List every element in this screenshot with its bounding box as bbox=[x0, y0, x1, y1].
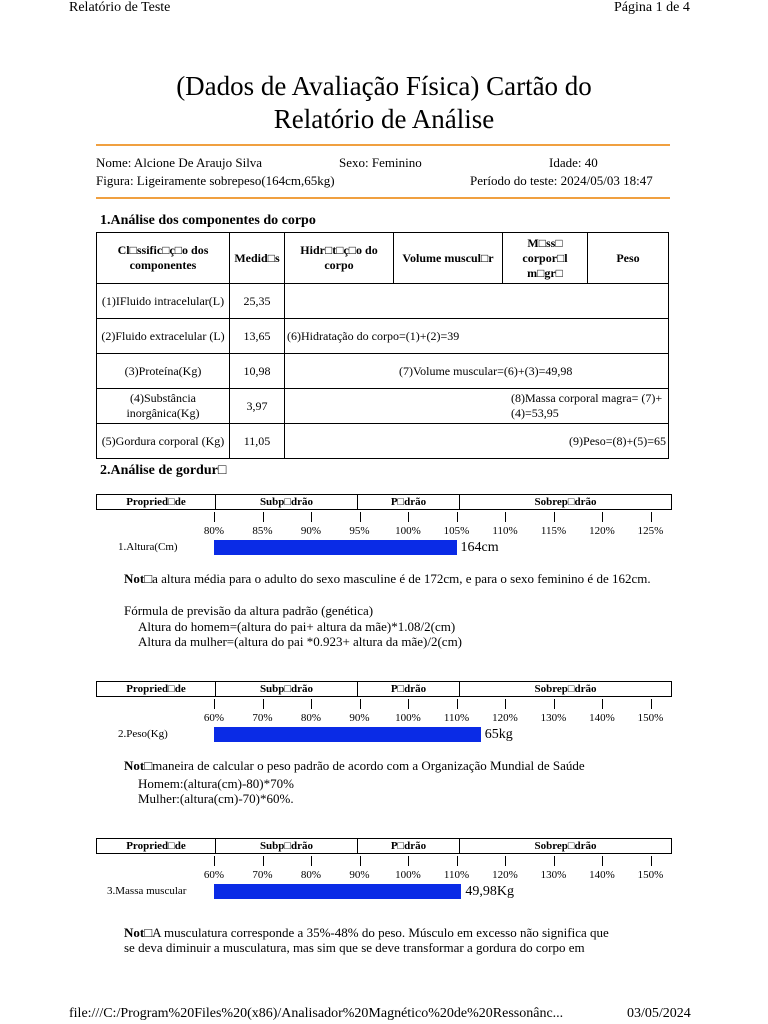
component-label: (4)Substância inorgânica(Kg) bbox=[97, 389, 230, 424]
col-header: M□ss□ corpor□l m□gr□ bbox=[503, 233, 588, 284]
scale-header-cell: Propried□de bbox=[97, 495, 216, 509]
scale-header-cell: Sobrep□drão bbox=[534, 683, 597, 695]
col-header: Volume muscul□r bbox=[394, 233, 503, 284]
col-header: Medid□s bbox=[230, 233, 285, 284]
component-label: (3)Proteína(Kg) bbox=[97, 354, 230, 389]
scale-tick bbox=[408, 856, 409, 866]
muscle-bar bbox=[214, 884, 461, 899]
scale-tick bbox=[408, 699, 409, 709]
muscle-label: 3.Massa muscular bbox=[107, 885, 187, 897]
scale-tick-label: 90% bbox=[349, 712, 370, 724]
note-lead: Not□ bbox=[124, 925, 153, 940]
patient-sex: Sexo: Feminino bbox=[339, 155, 422, 170]
component-formula: (7)Volume muscular=(6)+(3)=49,98 bbox=[285, 354, 669, 389]
height-value: 164cm bbox=[460, 540, 499, 555]
muscle-note bbox=[124, 925, 684, 955]
table-header-row bbox=[97, 233, 669, 284]
scale-tick-label: 105% bbox=[443, 525, 470, 537]
scale-header-cell: Subp□drão bbox=[216, 682, 358, 696]
scale-tick bbox=[311, 856, 312, 866]
scale-tick-label: 100% bbox=[395, 712, 421, 724]
scale-tick bbox=[457, 699, 458, 709]
height-formula-title: Fórmula de previsão da altura padrão (genética) bbox=[124, 603, 374, 618]
title-line-2: Relatório de Análise bbox=[273, 104, 495, 134]
scale-tick bbox=[360, 856, 361, 866]
section-2-title: 2.Análise de gordur□ bbox=[100, 463, 227, 478]
col-header: Hidr□t□ç□o do corpo bbox=[285, 233, 394, 284]
scale-tick bbox=[214, 699, 215, 709]
scale-tick bbox=[651, 512, 652, 522]
scale-header-height bbox=[96, 494, 672, 510]
component-label: (1)IFluido intracelular(L) bbox=[97, 284, 230, 319]
divider-top bbox=[96, 144, 670, 146]
component-formula: (9)Peso=(8)+(5)=65 bbox=[285, 424, 669, 459]
patient-figure: Figura: Ligeiramente sobrepeso(164cm,65kg) bbox=[96, 173, 335, 188]
footer-file-path: file:///C:/Program%20Files%20(x86)/Analisador%20Magnético%20de%20Ressonânc... bbox=[69, 1006, 564, 1021]
note-text: maneira de calcular o peso padrão de acordo com a Organização Mundial de Saúde bbox=[152, 758, 585, 773]
component-formula: (8)Massa corporal magra= (7)+(4)=53,95 bbox=[285, 389, 669, 424]
note-lead: Not□ bbox=[124, 571, 153, 586]
component-label: (2)Fluido extracelular (L) bbox=[97, 319, 230, 354]
footer-date: 03/05/2024 bbox=[627, 1006, 691, 1021]
page-title bbox=[0, 70, 768, 136]
scale-tick bbox=[214, 512, 215, 522]
table-row bbox=[97, 319, 669, 354]
scale-tick-label: 110% bbox=[443, 869, 470, 881]
scale-header-cell: P□drão bbox=[358, 495, 460, 509]
scale-tick-label: 125% bbox=[637, 525, 664, 537]
scale-tick bbox=[602, 512, 603, 522]
component-formula bbox=[285, 284, 669, 319]
col-header: Peso bbox=[588, 233, 669, 284]
component-value: 13,65 bbox=[230, 319, 285, 354]
weight-formula-female: Mulher:(altura(cm)-70)*60%. bbox=[138, 791, 294, 806]
scale-tick-label: 70% bbox=[252, 869, 273, 881]
height-formula-male: Altura do homem=(altura do pai+ altura da mãe)*1.08/2(cm) bbox=[138, 619, 456, 634]
scale-tick bbox=[360, 512, 361, 522]
scale-tick bbox=[214, 856, 215, 866]
weight-formula-male: Homem:(altura(cm)-80)*70% bbox=[138, 776, 294, 791]
note-lead: Not□ bbox=[124, 758, 153, 773]
muscle-value: 49,98Kg bbox=[465, 884, 514, 899]
scale-tick bbox=[263, 512, 264, 522]
scale-tick-label: 130% bbox=[540, 712, 567, 724]
title-line-1: (Dados de Avaliação Física) Cartão do bbox=[176, 71, 592, 101]
scale-tick bbox=[651, 699, 652, 709]
note-text: A musculatura corresponde a 35%-48% do peso. Músculo em excesso não significa que bbox=[152, 925, 609, 940]
section-1-title: 1.Análise dos componentes do corpo bbox=[100, 213, 316, 228]
scale-tick bbox=[602, 699, 603, 709]
patient-name: Nome: Alcione De Araujo Silva bbox=[96, 155, 263, 170]
note-text: se deva diminuir a musculatura, mas sim que se deve transformar a gordura do corpo em bbox=[124, 940, 585, 955]
height-label: 1.Altura(Cm) bbox=[118, 541, 178, 553]
height-bar bbox=[214, 540, 457, 555]
height-formula-female: Altura da mulher=(altura do pai *0.923+ altura da mãe)/2(cm) bbox=[138, 634, 463, 649]
table-row bbox=[97, 284, 669, 319]
component-label: (5)Gordura corporal (Kg) bbox=[97, 424, 230, 459]
scale-tick-label: 60% bbox=[203, 869, 225, 881]
patient-age: Idade: 40 bbox=[549, 155, 598, 170]
scale-header-cell: Subp□drão bbox=[216, 839, 358, 853]
weight-label: 2.Peso(Kg) bbox=[118, 728, 168, 740]
scale-tick-label: 140% bbox=[589, 869, 615, 881]
scale-tick bbox=[651, 856, 652, 866]
scale-tick bbox=[457, 856, 458, 866]
note-text: a altura média para o adulto do sexo masculine é de 172cm, e para o sexo feminino é de 162cm. bbox=[152, 571, 651, 586]
scale-tick-label: 60% bbox=[203, 712, 225, 724]
test-period: Período do teste: 2024/05/03 18:47 bbox=[470, 173, 653, 188]
scale-tick-label: 80% bbox=[300, 712, 322, 724]
scale-tick bbox=[408, 512, 409, 522]
component-value: 25,35 bbox=[230, 284, 285, 319]
scale-tick-label: 100% bbox=[395, 869, 421, 881]
scale-header-cell: P□drão bbox=[358, 839, 460, 853]
scale-tick bbox=[457, 512, 458, 522]
scale-header-cell: Propried□de bbox=[97, 682, 216, 696]
scale-tick bbox=[263, 856, 264, 866]
scale-header-cell: Sobrep□drão bbox=[534, 496, 597, 508]
body-composition-table bbox=[96, 232, 669, 459]
scale-tick-label: 70% bbox=[252, 712, 273, 724]
scale-header-cell: P□drão bbox=[358, 682, 460, 696]
component-formula: (6)Hidratação do corpo=(1)+(2)=39 bbox=[285, 319, 669, 354]
scale-tick bbox=[554, 512, 555, 522]
scale-tick-label: 120% bbox=[492, 712, 518, 724]
scale-tick-label: 140% bbox=[589, 712, 615, 724]
scale-tick-label: 110% bbox=[492, 525, 518, 537]
table-row bbox=[97, 354, 669, 389]
scale-tick-label: 80% bbox=[300, 869, 322, 881]
scale-tick-label: 120% bbox=[589, 525, 615, 537]
scale-tick-label: 110% bbox=[443, 712, 470, 724]
scale-tick-label: 90% bbox=[349, 869, 370, 881]
scale-header-cell: Propried□de bbox=[97, 839, 216, 853]
report-header-title: Relatório de Teste bbox=[69, 0, 171, 15]
table-row bbox=[97, 389, 669, 424]
height-note bbox=[124, 571, 664, 586]
scale-header-cell: Sobrep□drão bbox=[534, 840, 597, 852]
weight-bar bbox=[214, 727, 481, 742]
scale-tick bbox=[311, 512, 312, 522]
weight-note bbox=[124, 758, 585, 773]
scale-header-weight bbox=[96, 681, 672, 697]
page-number: Página 1 de 4 bbox=[614, 0, 690, 15]
scale-header-cell: Subp□drão bbox=[216, 495, 358, 509]
scale-tick bbox=[505, 856, 506, 866]
component-value: 10,98 bbox=[230, 354, 285, 389]
scale-tick-label: 95% bbox=[349, 525, 370, 537]
scale-tick-label: 150% bbox=[637, 869, 664, 881]
scale-tick bbox=[505, 512, 506, 522]
scale-header-muscle bbox=[96, 838, 672, 854]
col-header: Cl□ssific□ç□o dos componentes bbox=[97, 233, 230, 284]
scale-tick-label: 150% bbox=[637, 712, 664, 724]
scale-tick-label: 80% bbox=[203, 525, 225, 537]
table-row bbox=[97, 424, 669, 459]
divider-bottom bbox=[96, 197, 670, 199]
scale-tick-label: 85% bbox=[252, 525, 273, 537]
scale-tick bbox=[505, 699, 506, 709]
scale-tick-label: 120% bbox=[492, 869, 518, 881]
component-value: 11,05 bbox=[230, 424, 285, 459]
scale-tick bbox=[602, 856, 603, 866]
scale-tick bbox=[554, 856, 555, 866]
component-value: 3,97 bbox=[230, 389, 285, 424]
scale-tick-label: 115% bbox=[540, 525, 567, 537]
weight-value: 65kg bbox=[484, 727, 513, 742]
scale-tick bbox=[360, 699, 361, 709]
scale-tick-label: 90% bbox=[300, 525, 322, 537]
scale-tick-label: 100% bbox=[395, 525, 421, 537]
scale-tick bbox=[263, 699, 264, 709]
scale-tick bbox=[554, 699, 555, 709]
scale-tick-label: 130% bbox=[540, 869, 567, 881]
scale-tick bbox=[311, 699, 312, 709]
